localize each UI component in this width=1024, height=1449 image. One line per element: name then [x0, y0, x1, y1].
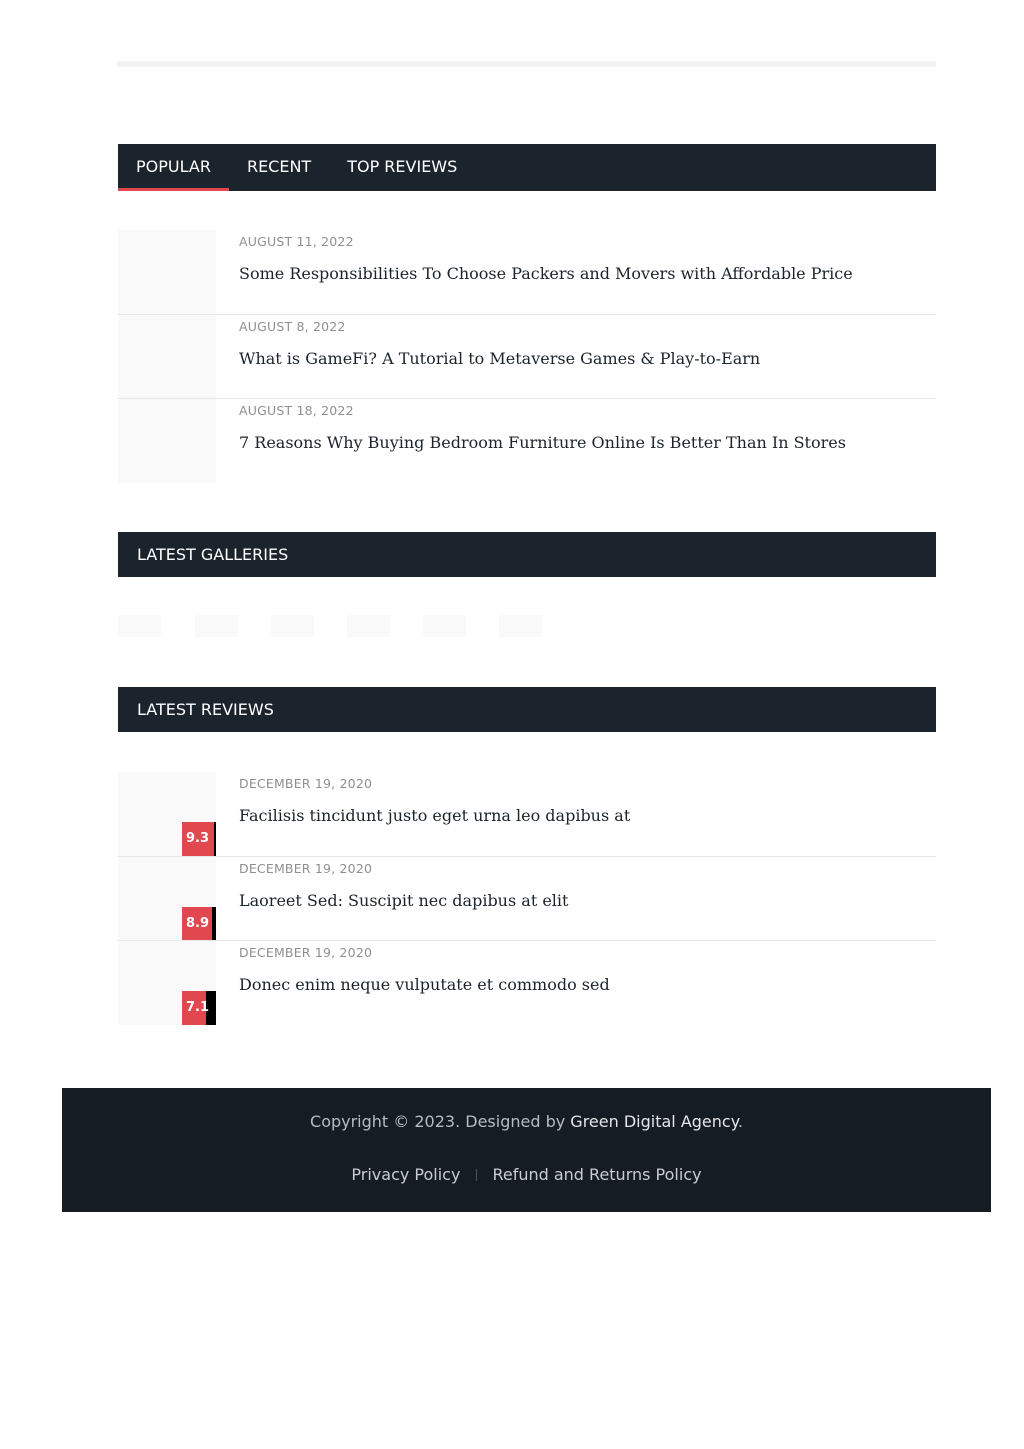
list-item	[118, 772, 936, 856]
list-item	[118, 230, 936, 314]
gallery-thumbnail[interactable]	[195, 615, 238, 637]
post-thumbnail[interactable]	[118, 399, 216, 483]
post-date: DECEMBER 19, 2020	[239, 945, 373, 960]
score-value: 9.3	[185, 831, 210, 846]
post-title-link[interactable]: Some Responsibilities To Choose Packers and Movers with Affordable Price	[239, 264, 853, 283]
list-item	[118, 398, 936, 482]
tab-recent[interactable]: RECENT	[246, 157, 312, 176]
copyright-suffix: .	[737, 1112, 743, 1131]
gallery-thumbnail[interactable]	[499, 615, 542, 637]
list-item	[118, 314, 936, 398]
post-title-link[interactable]: Laoreet Sed: Suscipit nec dapibus at elit	[239, 891, 569, 910]
latest-reviews-heading: LATEST REVIEWS	[118, 687, 936, 732]
latest-reviews-list	[118, 772, 936, 1024]
post-thumbnail[interactable]	[118, 230, 216, 314]
tab-popular[interactable]: POPULAR	[118, 144, 229, 191]
link-separator	[476, 1169, 477, 1181]
gallery-thumbnail[interactable]	[347, 615, 390, 637]
latest-galleries-heading: LATEST GALLERIES	[118, 532, 936, 577]
top-divider	[117, 61, 936, 67]
post-date: AUGUST 18, 2022	[239, 403, 354, 418]
footer-links	[62, 1165, 991, 1184]
copyright-prefix: Copyright © 2023. Designed by	[310, 1112, 571, 1131]
post-date: AUGUST 8, 2022	[239, 319, 346, 334]
privacy-policy-link[interactable]: Privacy Policy	[351, 1165, 461, 1184]
copyright-text	[62, 1112, 991, 1131]
post-title-link[interactable]: 7 Reasons Why Buying Bedroom Furniture Online Is Better Than In Stores	[239, 433, 846, 452]
review-thumbnail[interactable]	[118, 857, 216, 941]
post-date: AUGUST 11, 2022	[239, 234, 354, 249]
site-footer	[62, 1088, 991, 1212]
gallery-thumbnail[interactable]	[118, 615, 161, 637]
review-score-badge	[182, 907, 216, 941]
review-score-badge	[182, 822, 216, 856]
post-title-link[interactable]: Donec enim neque vulputate et commodo sed	[239, 975, 610, 994]
gallery-thumbnail[interactable]	[271, 615, 314, 637]
refund-policy-link[interactable]: Refund and Returns Policy	[492, 1165, 702, 1184]
review-thumbnail[interactable]	[118, 772, 216, 856]
gallery-thumbnail[interactable]	[423, 615, 466, 637]
post-title-link[interactable]: What is GameFi? A Tutorial to Metaverse Games & Play-to-Earn	[239, 349, 761, 368]
score-value: 7.1	[185, 1000, 210, 1015]
list-item	[118, 940, 936, 1024]
agency-link[interactable]: Green Digital Agency	[570, 1112, 738, 1131]
popular-posts-list	[118, 230, 936, 482]
list-item	[118, 856, 936, 940]
post-thumbnail[interactable]	[118, 315, 216, 399]
gallery-grid	[118, 615, 548, 637]
post-title-link[interactable]: Facilisis tincidunt justo eget urna leo dapibus at	[239, 806, 631, 825]
post-tabs	[118, 144, 936, 191]
review-thumbnail[interactable]	[118, 941, 216, 1025]
review-score-badge	[182, 991, 216, 1025]
score-value: 8.9	[185, 916, 210, 931]
post-date: DECEMBER 19, 2020	[239, 776, 373, 791]
post-date: DECEMBER 19, 2020	[239, 861, 373, 876]
tab-top-reviews[interactable]: TOP REVIEWS	[347, 157, 458, 176]
